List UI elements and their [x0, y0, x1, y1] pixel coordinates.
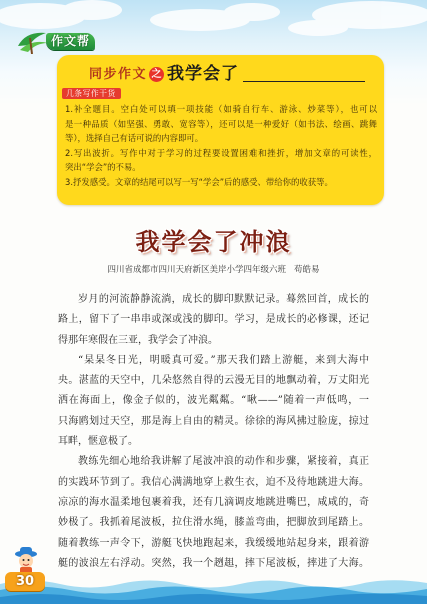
writing-tips-box [57, 55, 384, 205]
paragraph-line: 教练先细心地给我讲解了尾波冲浪的动作和步骤，紧接着，真正 [78, 456, 369, 468]
logo-text: 作文帮 [46, 33, 95, 50]
tips-tag-label: 几条写作干货 [62, 88, 121, 99]
page-number-badge [5, 546, 47, 594]
author-school: 四川省成都市四川天府新区美岸小学四年级六班 [107, 265, 286, 275]
tips-heading [89, 62, 365, 84]
paragraph-line: 岁月的河流静静流淌，成长的脚印默默记录。蓦然回首，成长的 [78, 294, 369, 305]
tips-heading-blank-line [243, 63, 365, 82]
tips-list [65, 102, 377, 190]
article-paragraph [58, 290, 369, 351]
tips-heading-joiner-badge: 之 [149, 67, 164, 82]
paragraph-line: 妙极了。我抓着尾波板，拉住滑水绳，膝盖弯曲，把脚放到尾踏上。 [58, 517, 369, 529]
paragraph-line: 央。湛蓝的天空中，几朵悠然自得的云漫无目的地飘动着，万丈阳光 [58, 375, 369, 387]
paragraph-line: 的实践环节到了。我信心满满地穿上救生衣，迫不及待地跳进大海。 [58, 476, 369, 488]
magazine-logo [16, 28, 104, 54]
tip-line: 是一种品质（如坚强、勇敢、宽容等），还可以是一种爱好（如书法、绘画、跳舞 [65, 118, 377, 129]
tip-line: 3.抒发感受。文章的结尾可以写一写“学会”后的感受、带给你的收获等。 [65, 176, 333, 187]
paragraph-line: “杲杲冬日光，明暖真可爱。”那天我们踏上游艇，来到大海中 [78, 354, 369, 366]
tip-item [65, 146, 377, 175]
tip-line: 1.补全题目。空白处可以填一项技能（如骑自行车、游泳、炒菜等），也可以 [65, 104, 377, 114]
palm-leaf-icon [16, 28, 50, 54]
paragraph-line: 艇的波浪左右浮动。突然，我一个趔趄，摔下尾波板，摔进了大海。 [58, 557, 369, 569]
paragraph-line: 得那年寒假在三亚，我学会了冲浪。 [58, 334, 218, 346]
article-paragraph [58, 452, 369, 574]
tip-item [65, 102, 377, 146]
paragraph-line: 只海鸥划过天空，那是海上自由的精灵。徐徐的海风拂过脸庞，掠过 [58, 415, 369, 427]
author-name: 苟皓易 [294, 265, 320, 275]
tip-line: 2.写出波折。写作中对于学习的过程要设置困难和挫折，增加文章的可读性， [65, 147, 377, 158]
tip-line: 等），选择自己有话可说的内容即可。 [65, 133, 204, 144]
paragraph-line: 耳畔，惬意极了。 [58, 436, 138, 448]
page-number: 30 [5, 572, 45, 591]
paragraph-line: 路上，留下了一串串或深或浅的脚印。学习，是成长的必修课，还记 [58, 314, 369, 326]
wave-decoration [0, 576, 427, 604]
paragraph-line: 随着教练一声令下，游艇飞快地跑起来，我缓缓地站起身来，跟着游 [58, 537, 369, 549]
cartoon-kid-icon [11, 546, 41, 574]
tip-line: 突出“学会”的不易。 [65, 162, 141, 173]
paragraph-line: 凉凉的海水温柔地包裹着我，还有几滴调皮地跳进嘴巴，咸咸的，奇 [58, 496, 369, 508]
article-paragraph [58, 351, 369, 452]
article-title: 我学会了冲浪 [135, 228, 292, 256]
article-body [58, 290, 369, 574]
tip-item [65, 175, 377, 190]
paragraph-line: 洒在海面上，像金子似的，波光粼粼。“啾——”随着一声低鸣，一 [58, 395, 369, 407]
tips-heading-main: 我学会了 [167, 64, 240, 84]
tips-heading-prefix: 同步作文 [89, 67, 148, 82]
author-byline [0, 264, 427, 276]
